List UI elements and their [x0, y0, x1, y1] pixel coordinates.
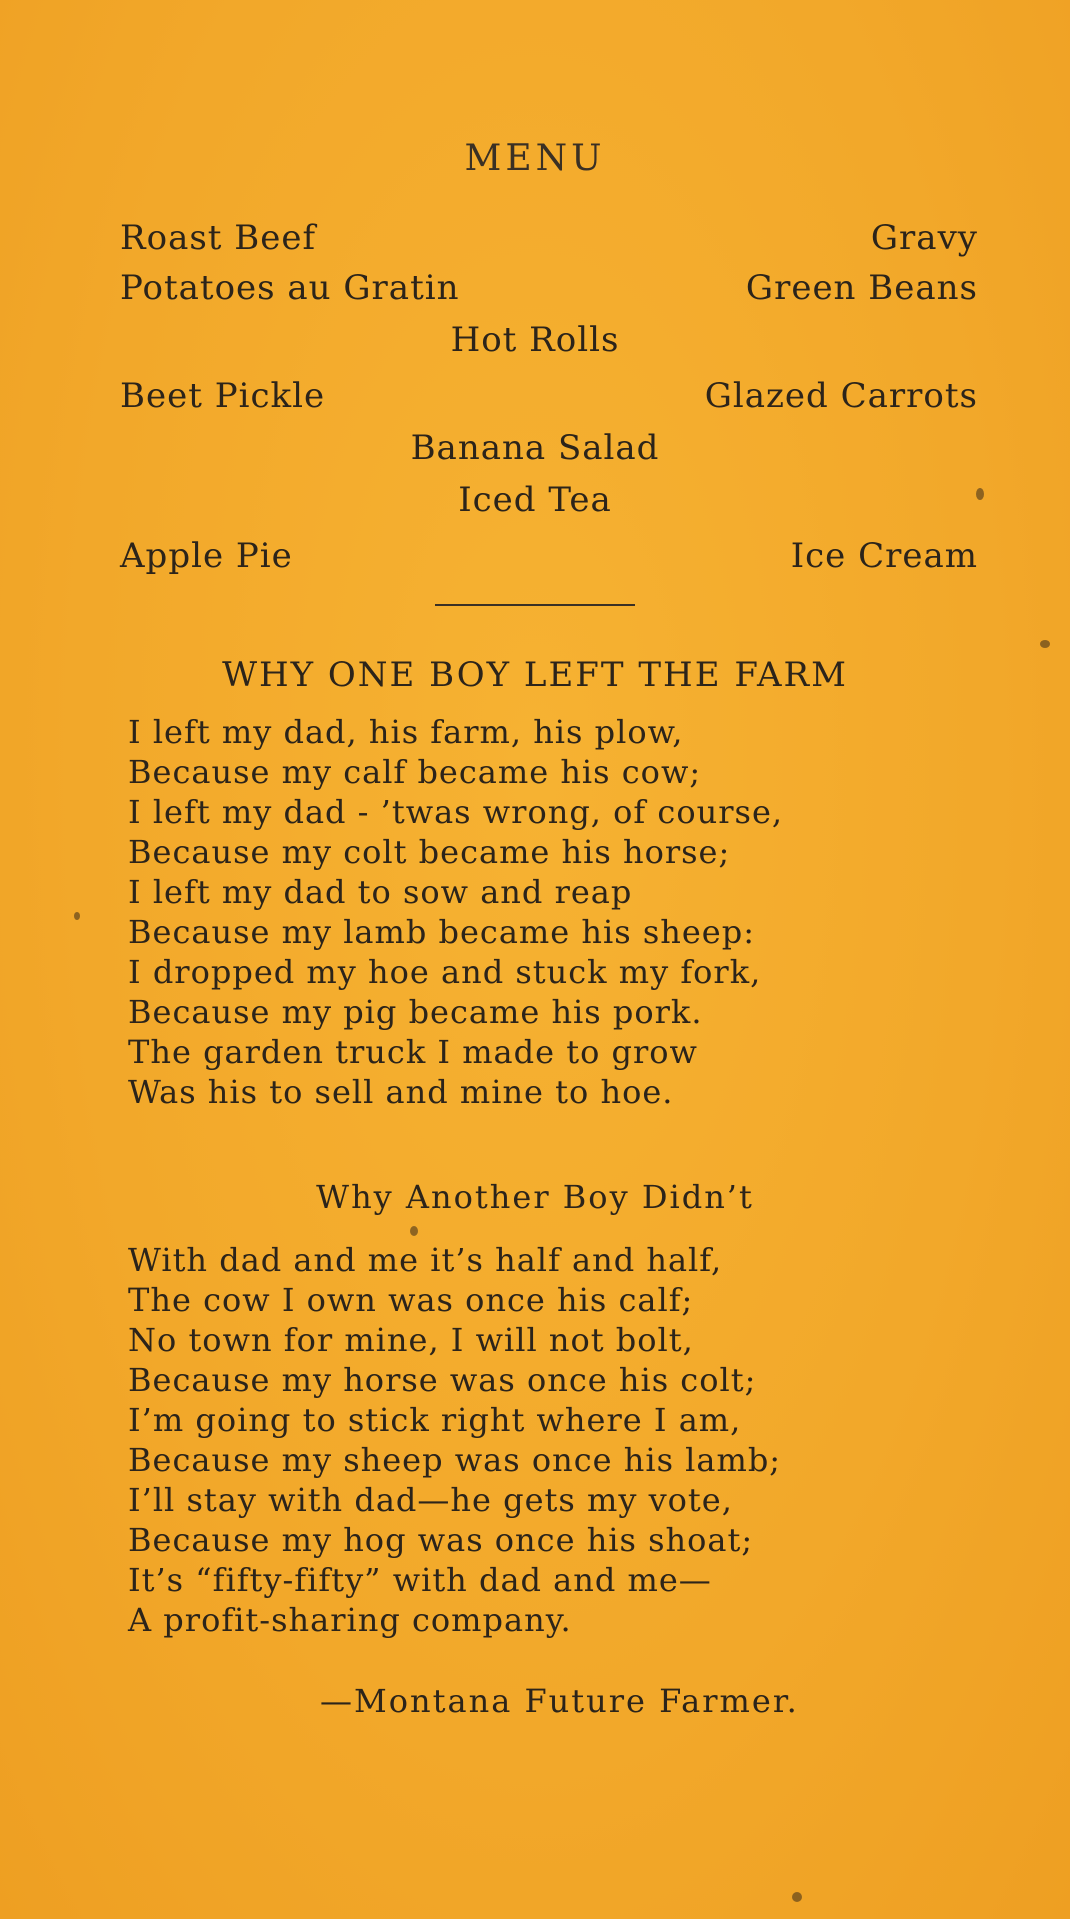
menu-item: Hot Rolls — [450, 320, 620, 360]
poem-line: Because my pig became his pork. — [128, 993, 703, 1031]
poem-stanza — [128, 1240, 968, 1640]
ink-speck — [74, 912, 80, 920]
poem-line: Was his to sell and mine to hoe. — [128, 1073, 674, 1111]
menu-item: Ice Cream — [790, 536, 978, 576]
menu-row — [120, 536, 978, 586]
ink-speck — [410, 1226, 418, 1236]
poem-line: I dropped my hoe and stuck my fork, — [128, 953, 762, 991]
menu-item: Banana Salad — [410, 428, 660, 468]
menu-item: Iced Tea — [458, 480, 612, 520]
poem-line: I’m going to stick right where I am, — [128, 1401, 742, 1439]
menu-row — [120, 218, 978, 268]
menu-item: Beet Pickle — [120, 376, 326, 416]
poem-line: I left my dad - ’twas wrong, of course, — [128, 793, 784, 831]
menu-title: MENU — [464, 138, 606, 179]
menu-item: Roast Beef — [120, 218, 317, 258]
ink-speck — [792, 1892, 802, 1902]
poem-line: No town for mine, I will not bolt, — [128, 1321, 694, 1359]
poem-line: The garden truck I made to grow — [128, 1033, 698, 1071]
poem-title: WHY ONE BOY LEFT THE FARM — [222, 655, 848, 695]
ink-speck — [1040, 640, 1050, 648]
attribution: —Montana Future Farmer. — [320, 1682, 799, 1720]
poem-line: I left my dad, his farm, his plow, — [128, 713, 684, 751]
poem-line: Because my hog was once his shoat; — [128, 1521, 754, 1559]
menu-item: Glazed Carrots — [704, 376, 978, 416]
menu-item: Green Beans — [745, 268, 978, 308]
ink-speck — [976, 488, 984, 500]
poem-line: I left my dad to sow and reap — [128, 873, 633, 911]
poem-line: It’s “fifty-fifty” with dad and me— — [128, 1561, 712, 1599]
poem-line: I’ll stay with dad—he gets my vote, — [128, 1481, 733, 1519]
menu-row — [120, 268, 978, 318]
poem-stanza — [128, 712, 968, 1112]
menu-item: Apple Pie — [120, 536, 293, 576]
poem-line: Because my colt became his horse; — [128, 833, 731, 871]
poem-line: A profit-sharing company. — [128, 1601, 572, 1639]
poem-line: Because my horse was once his colt; — [128, 1361, 757, 1399]
menu-row — [120, 376, 978, 426]
poem-line: With dad and me it’s half and half, — [128, 1241, 723, 1279]
menu-item: Gravy — [870, 218, 978, 258]
menu-item: Potatoes au Gratin — [120, 268, 460, 308]
poem-line: The cow I own was once his calf; — [128, 1281, 694, 1319]
divider — [435, 604, 635, 606]
poem-line: Because my calf became his cow; — [128, 753, 702, 791]
poem-line: Because my sheep was once his lamb; — [128, 1441, 782, 1479]
poem-line: Because my lamb became his sheep: — [128, 913, 755, 951]
poem-subtitle: Why Another Boy Didn’t — [316, 1178, 754, 1216]
